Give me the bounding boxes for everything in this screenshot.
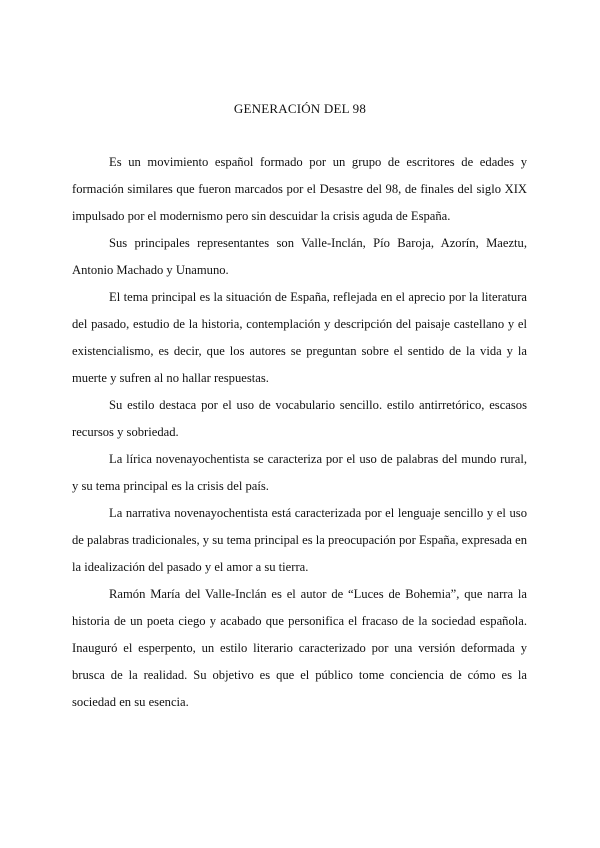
paragraph-definition: Es un movimiento español formado por un grupo de escritores de edades y formación similares que fueron marcados por el Desastre del 98, de finales del siglo XIX impulsado por el modernismo pero sin descuidar la crisis aguda de España. bbox=[72, 155, 527, 223]
document-body bbox=[72, 149, 527, 716]
paragraph-main-theme: El tema principal es la situación de España, reflejada en el aprecio por la literatura del pasado, estudio de la historia, contemplación y descripción del paisaje castellano y el existencialismo, es decir, que los autores se preguntan sobre el sentido de la vida y la muerte y sufren al no hallar respuestas. bbox=[72, 290, 527, 385]
paragraph-narrative: La narrativa novenayochentista está caracterizada por el lenguaje sencillo y el uso de palabras tradicionales, y su tema principal es la preocupación por España, expresada en la idealización del pasado y el amor a su tierra. bbox=[72, 506, 527, 574]
paragraph-lyric: La lírica novenayochentista se caracteriza por el uso de palabras del mundo rural, y su tema principal es la crisis del país. bbox=[72, 452, 527, 493]
paragraph-representatives: Sus principales representantes son Valle-Inclán, Pío Baroja, Azorín, Maeztu, Antonio Machado y Unamuno. bbox=[72, 236, 527, 277]
document-title: GENERACIÓN DEL 98 bbox=[233, 101, 367, 116]
paragraph-style: Su estilo destaca por el uso de vocabulario sencillo. estilo antirretórico, escasos recursos y sobriedad. bbox=[72, 398, 527, 439]
paragraph-valle-inclan: Ramón María del Valle-Inclán es el autor de “Luces de Bohemia”, que narra la historia de un poeta ciego y acabado que personifica el fracaso de la sociedad española. Inauguró el esperpento, un estilo literario caracterizado por una versión deformada y brusca de la realidad. Su objetivo es que el público tome conciencia de cómo es la sociedad en su esencia. bbox=[72, 587, 527, 709]
